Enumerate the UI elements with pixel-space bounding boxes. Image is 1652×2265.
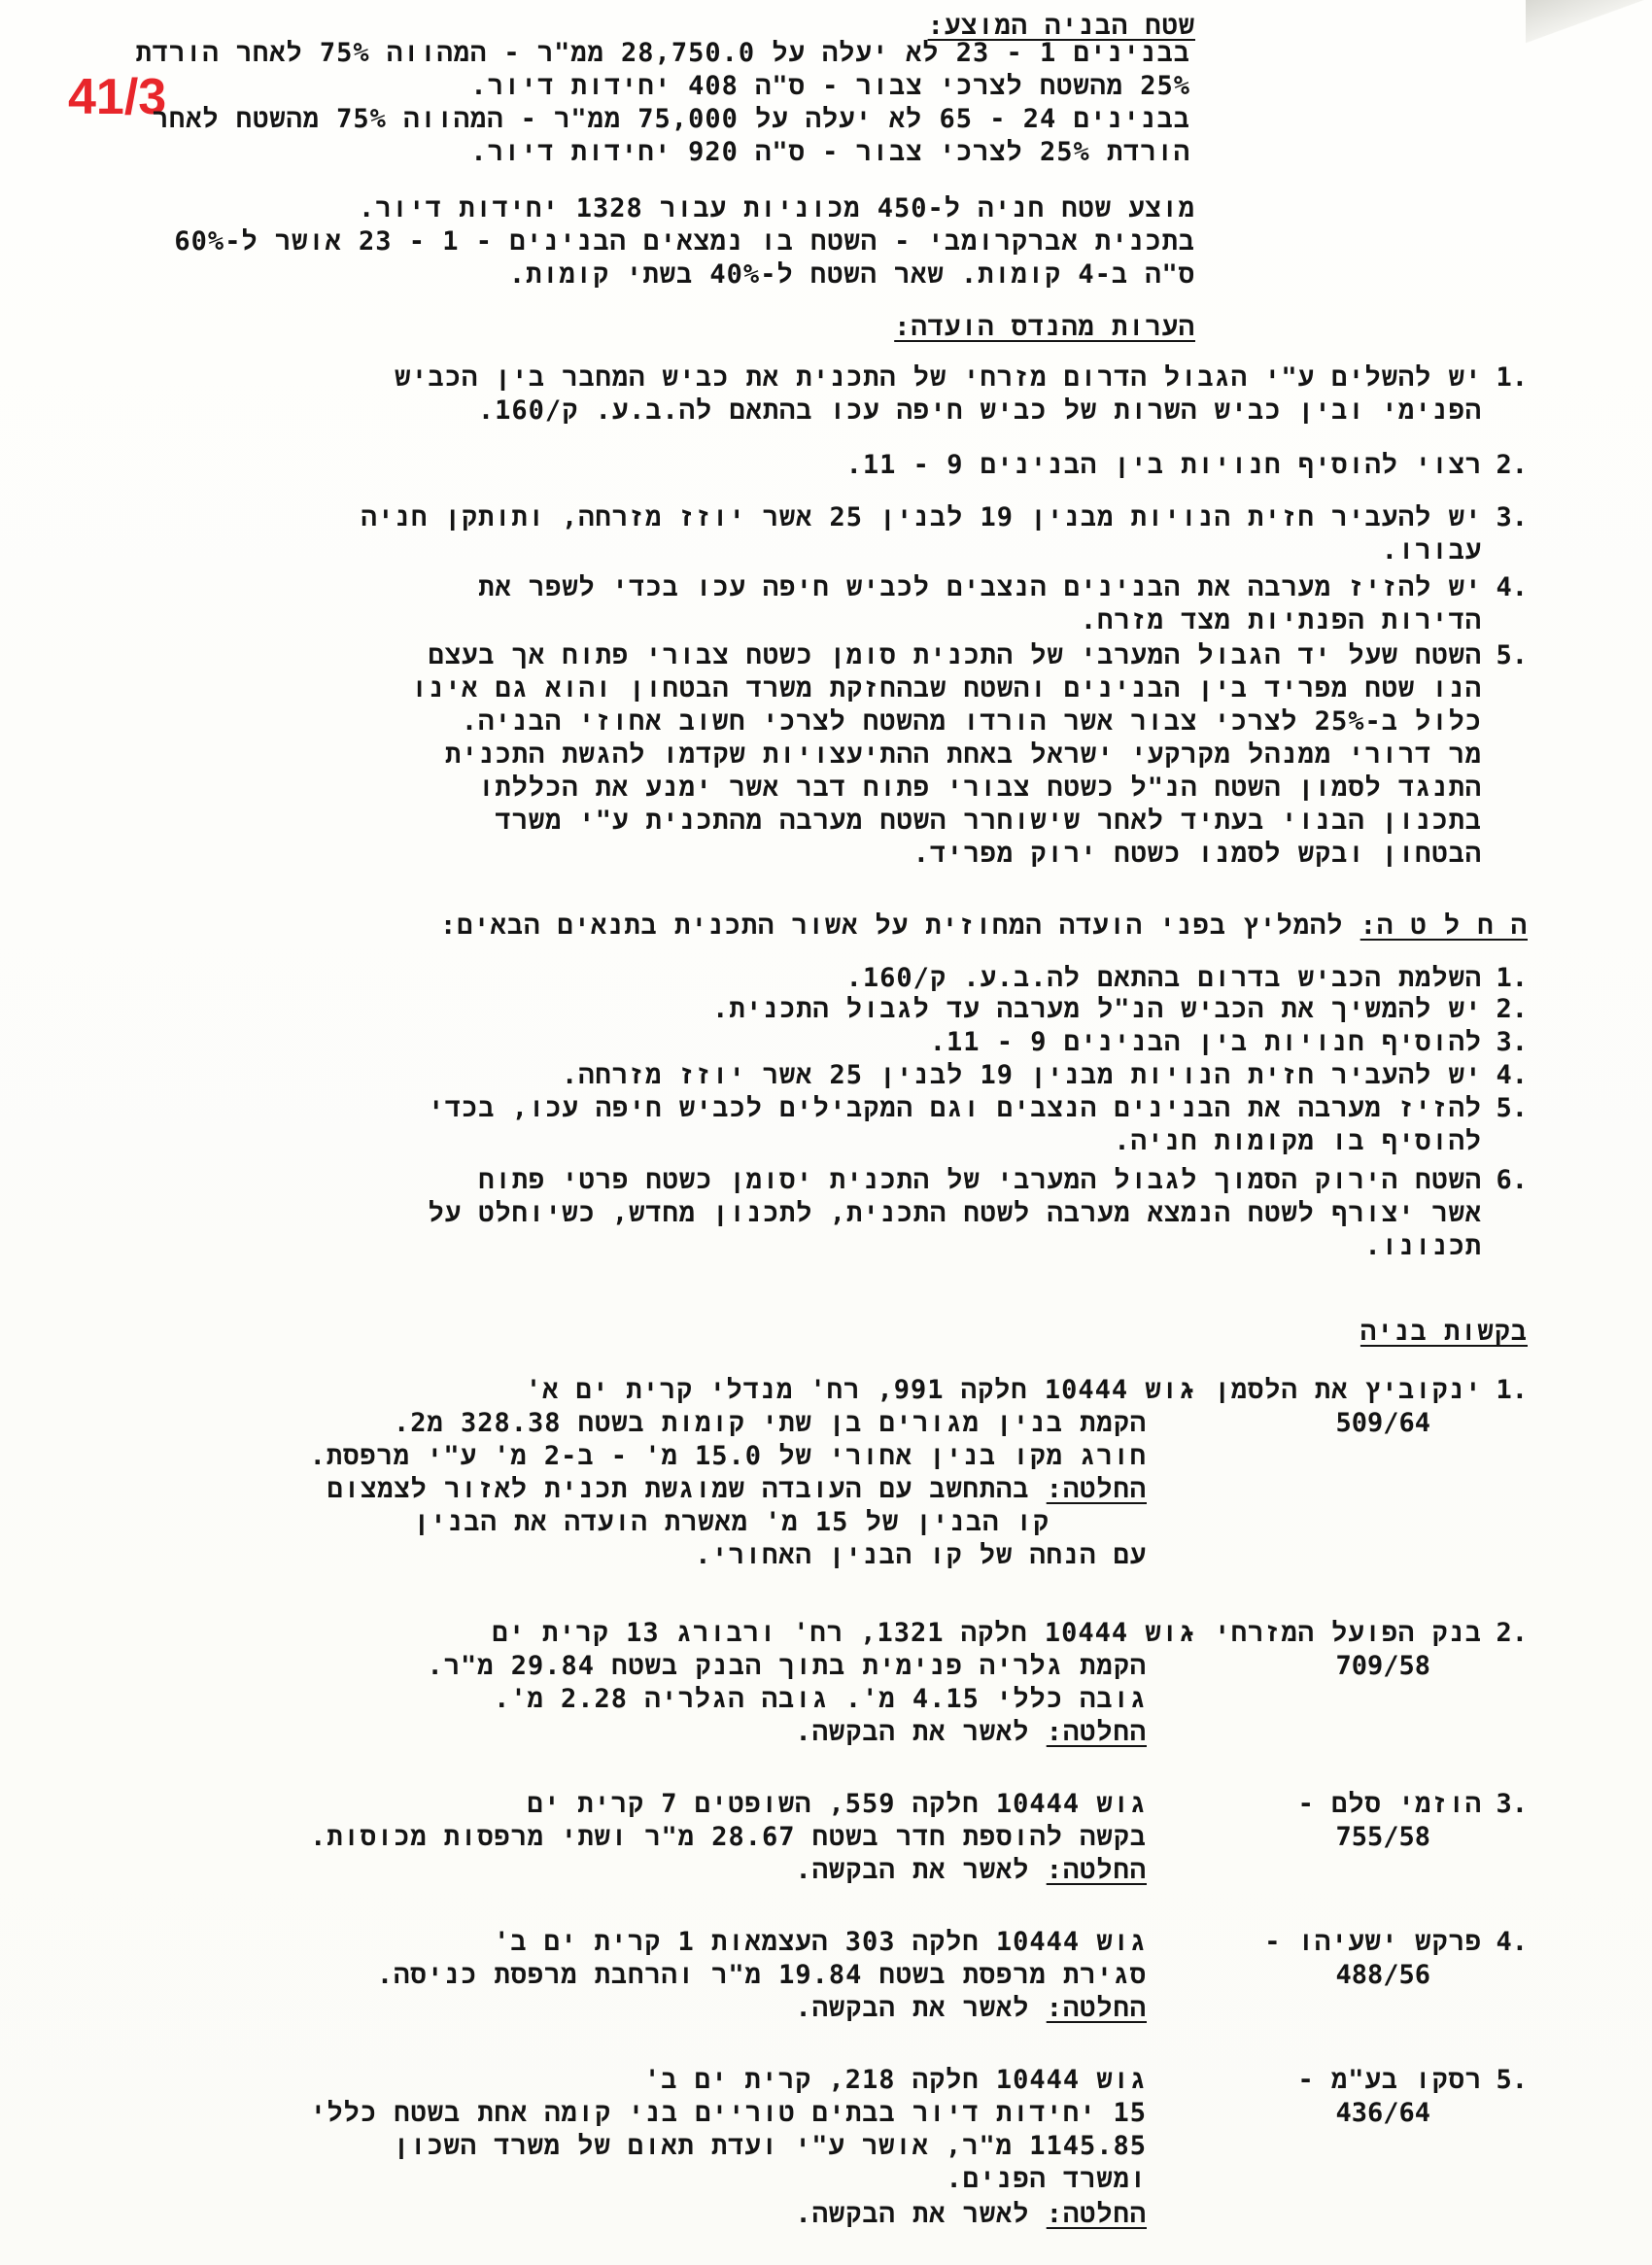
request-applicant: רסקו בע"מ - <box>1297 2065 1482 2095</box>
proposed-area-line: 25% מהשטח לצרכי צבור - ס"ה 408 יחידות דיור. <box>470 71 1190 101</box>
request-number: 2. <box>1496 1618 1528 1648</box>
parking-line: בתכנית אברקרומבי - השטח בו נמצאים הבנינים - 1 - 23 אושר ל-60% <box>174 226 1195 257</box>
request-decision-line: עם הנחה של קו הבנין האחורי. <box>695 1540 1147 1570</box>
request-file-ref: 509/64 <box>1335 1408 1430 1438</box>
request-file-ref: 436/64 <box>1335 2098 1430 2128</box>
request-applicant: בנק הפועל המזרחי - <box>1181 1618 1482 1648</box>
decision-item-number: 2. <box>1496 994 1528 1024</box>
decision-item-line: תכנונו. <box>1364 1231 1482 1261</box>
request-decision-label: החלטה: <box>1046 1474 1147 1504</box>
proposed-area-line: בבנינים 24 - 65 לא יעלה על 75,000 ממ"ר - המהווה 75% מהשטח לאחר <box>152 104 1190 134</box>
note-number: 1. <box>1496 362 1528 393</box>
request-detail: גוש 10444 חלקה 1321, רח' ורבורג 13 קרית ים <box>492 1618 1195 1648</box>
decision-text: להמליץ בפני הועדה המחוזית על אשור התכנית בתנאים הבאים: <box>440 910 1360 941</box>
request-applicant: ינקוביץ את הלסמן - <box>1181 1375 1482 1405</box>
request-decision-text: לאשר את הבקשה. <box>795 2199 1030 2229</box>
note-number: 4. <box>1496 572 1528 602</box>
note-line: הפנימי ובין כביש השרות של כביש חיפה עכו בהתאם לה.ב.ע. ק/160. <box>477 395 1482 426</box>
request-decision-text: לאשר את הבקשה. <box>795 1993 1030 2023</box>
decision-label: ה ח ל ט ה: <box>1359 910 1528 941</box>
decision-item-line: להוסיף חנויות בין הבנינים 9 - 11. <box>929 1027 1482 1057</box>
request-decision-label: החלטה: <box>1046 1993 1147 2023</box>
request-detail: סגירת מרפסת בשטח 19.84 מ"ר והרחבת מרפסת כניסה. <box>376 1960 1147 1990</box>
decision-item-line: יש להמשיך את הכביש הנ"ל מערבה עד לגבול התכנית. <box>712 994 1482 1024</box>
decision-item-line: להוסיף בו מקומות חניה. <box>1114 1126 1482 1156</box>
request-decision-line <box>327 1471 1147 1508</box>
decision-item-number: 3. <box>1496 1027 1528 1057</box>
request-decision-text: בהתחשב עם העובדה שמוגשת תכנית לאזור לצמצום <box>327 1474 1030 1504</box>
request-file-ref: 755/58 <box>1335 1822 1430 1852</box>
decision-item-line: אשר יצורף לשטח הנמצא מערבה לשטח התכנית, לתכנון מחדש, כשיוחלט על <box>428 1198 1482 1228</box>
request-decision-text: לאשר את הבקשה. <box>795 1855 1030 1885</box>
decision-item-line: יש להעביר חזית הנויות מבנין 19 לבנין 25 אשר יוזז מזרחה. <box>562 1060 1482 1090</box>
proposed-area-heading: שטח הבניה המוצע: <box>927 11 1195 41</box>
page-corner-fold <box>1526 0 1652 49</box>
note-line: הנו שטח מפריד בין הבנינים והשטח שבהחזקת משרד הבטחון והוא גם אינו <box>411 673 1482 704</box>
decision-item-number: 4. <box>1496 1060 1528 1090</box>
request-detail: גוש 10444 חלקה 218, קרית ים ב' <box>644 2065 1147 2095</box>
request-detail: ומשרד הפנים. <box>946 2164 1147 2194</box>
note-number: 3. <box>1496 502 1528 532</box>
request-decision-label: החלטה: <box>1046 2199 1147 2229</box>
request-number: 4. <box>1496 1927 1528 1957</box>
note-line: רצוי להוסיף חנויות בין הבנינים 9 - 11. <box>845 450 1482 480</box>
request-file-ref: 488/56 <box>1335 1960 1430 1990</box>
request-detail: חורג מקו בנין אחורי של 15.0 מ' - ב-2 מ' ע"י מרפסת. <box>309 1441 1147 1471</box>
request-decision-label: החלטה: <box>1046 1717 1147 1747</box>
decision-item-line: השטח הירוק הסמוך לגבול המערבי של התכנית יסומן כשטח פרטי פתוח <box>478 1165 1482 1195</box>
request-file-ref: 709/58 <box>1335 1651 1430 1681</box>
request-decision-line <box>795 1852 1147 1889</box>
proposed-area-line: בבנינים 1 - 23 לא יעלה על 28,750.0 ממ"ר - המהווה 75% לאחר הורדת <box>135 38 1190 68</box>
request-decision-label: החלטה: <box>1046 1855 1147 1885</box>
request-applicant: פרקש ישעיהו - <box>1264 1927 1482 1957</box>
request-detail: 1145.85 מ"ר, אושר ע"י ועדת תאום של משרד השכון <box>393 2131 1147 2161</box>
decision-item-line: להזיז מערבה את הבנינים הנצבים וגם המקבילים לכביש חיפה עכו, בכדי <box>428 1093 1482 1123</box>
request-decision-text: לאשר את הבקשה. <box>795 1717 1030 1747</box>
note-line: כלול ב-25% לצרכי צבור אשר הורדו מהשטח לצרכי חשוב אחוזי הבניה. <box>461 706 1482 737</box>
request-decision-line <box>795 1714 1147 1751</box>
building-requests-heading: בקשות בניה <box>1359 1317 1528 1347</box>
note-line: יש להשלים ע"י הגבול הדרום מזרחי של התכנית את כביש המחבר בין הכביש <box>395 362 1482 393</box>
note-line: יש להזיז מערבה את הבנינים הנצבים לכביש חיפה עכו בכדי לשפר את <box>478 572 1482 602</box>
request-number: 1. <box>1496 1375 1528 1405</box>
note-line: התנגד לסמון השטח הנ"ל כשטח צבורי פתוח דבר אשר ימנע את הכללתו <box>478 772 1482 803</box>
decision-item-number: 6. <box>1496 1165 1528 1195</box>
request-applicant: הוזמי סלם - <box>1297 1789 1482 1819</box>
request-number: 3. <box>1496 1789 1528 1819</box>
decision-item-number: 1. <box>1496 963 1528 993</box>
decision-item-number: 5. <box>1496 1093 1528 1123</box>
page-number-label: 41/3 <box>68 69 167 125</box>
request-detail: בקשה להוספת חדר בשטח 28.67 מ"ר ושתי מרפסות מכוסות. <box>310 1822 1147 1852</box>
request-decision-line <box>795 2196 1147 2233</box>
note-number: 5. <box>1496 640 1528 670</box>
decision-line <box>440 908 1528 944</box>
note-line: הבטחון ובקש לסמנו כשטח ירוק מפריד. <box>912 839 1482 869</box>
request-detail: גוש 10444 חלקה 303 העצמאות 1 קרית ים ב' <box>494 1927 1147 1957</box>
note-line: השטח שעל יד הגבול המערבי של התכנית סומן כשטח צבורי פתוח אך בעצם <box>428 640 1482 670</box>
request-number: 5. <box>1496 2065 1528 2095</box>
note-line: מר דרורי ממנהל מקרקעי ישראל באחת ההתיעצויות שקדמו להגשת התכנית <box>444 739 1482 770</box>
request-detail: 15 יחידות דיור בבתים טוריים בני קומה אחת בשטח כללי <box>310 2098 1147 2128</box>
engineer-notes-heading: הערות מהנדס הועדה: <box>894 312 1195 342</box>
request-detail: הקמת בנין מגורים בן שתי קומות בשטח 328.38 מ2. <box>393 1408 1147 1438</box>
request-decision-line: קו הבנין של 15 מ' מאשרת הועדה את הבנין <box>413 1507 1050 1537</box>
request-detail: הקמת גלריה פנימית בתוך הבנק בשטח 29.84 מ"ר. <box>427 1651 1147 1681</box>
decision-item-line: השלמת הכביש בדרום בהתאם לה.ב.ע. ק/160. <box>845 963 1482 993</box>
note-line: עבורו. <box>1381 535 1482 566</box>
request-decision-line <box>795 1990 1147 2027</box>
request-detail: גובה כללי 4.15 מ'. גובה הגלריה 2.28 מ'. <box>494 1684 1147 1714</box>
proposed-area-line: הורדת 25% לצרכי צבור - ס"ה 920 יחידות דיור. <box>470 137 1190 167</box>
parking-line: ס"ה ב-4 קומות. שאר השטח ל-40% בשתי קומות. <box>508 259 1195 290</box>
note-line: הדירות הפנתיות מצד מזרח. <box>1080 605 1482 635</box>
request-detail: גוש 10444 חלקה 991, רח' מנדלי קרית ים א' <box>525 1375 1195 1405</box>
note-line: יש להעביר חזית הנויות מבנין 19 לבנין 25 אשר יוזז מזרחה, ותותקן חניה <box>361 502 1482 532</box>
note-line: בתכנון הבנוי בעתיד לאחר שישוחרר השטח מערבה מהתכנית ע"י משרד <box>495 806 1482 836</box>
parking-line: מוצע שטח חניה ל-450 מכוניות עבור 1328 יחידות דיור. <box>358 193 1195 223</box>
request-detail: גוש 10444 חלקה 559, השופטים 7 קרית ים <box>527 1789 1147 1819</box>
note-number: 2. <box>1496 450 1528 480</box>
